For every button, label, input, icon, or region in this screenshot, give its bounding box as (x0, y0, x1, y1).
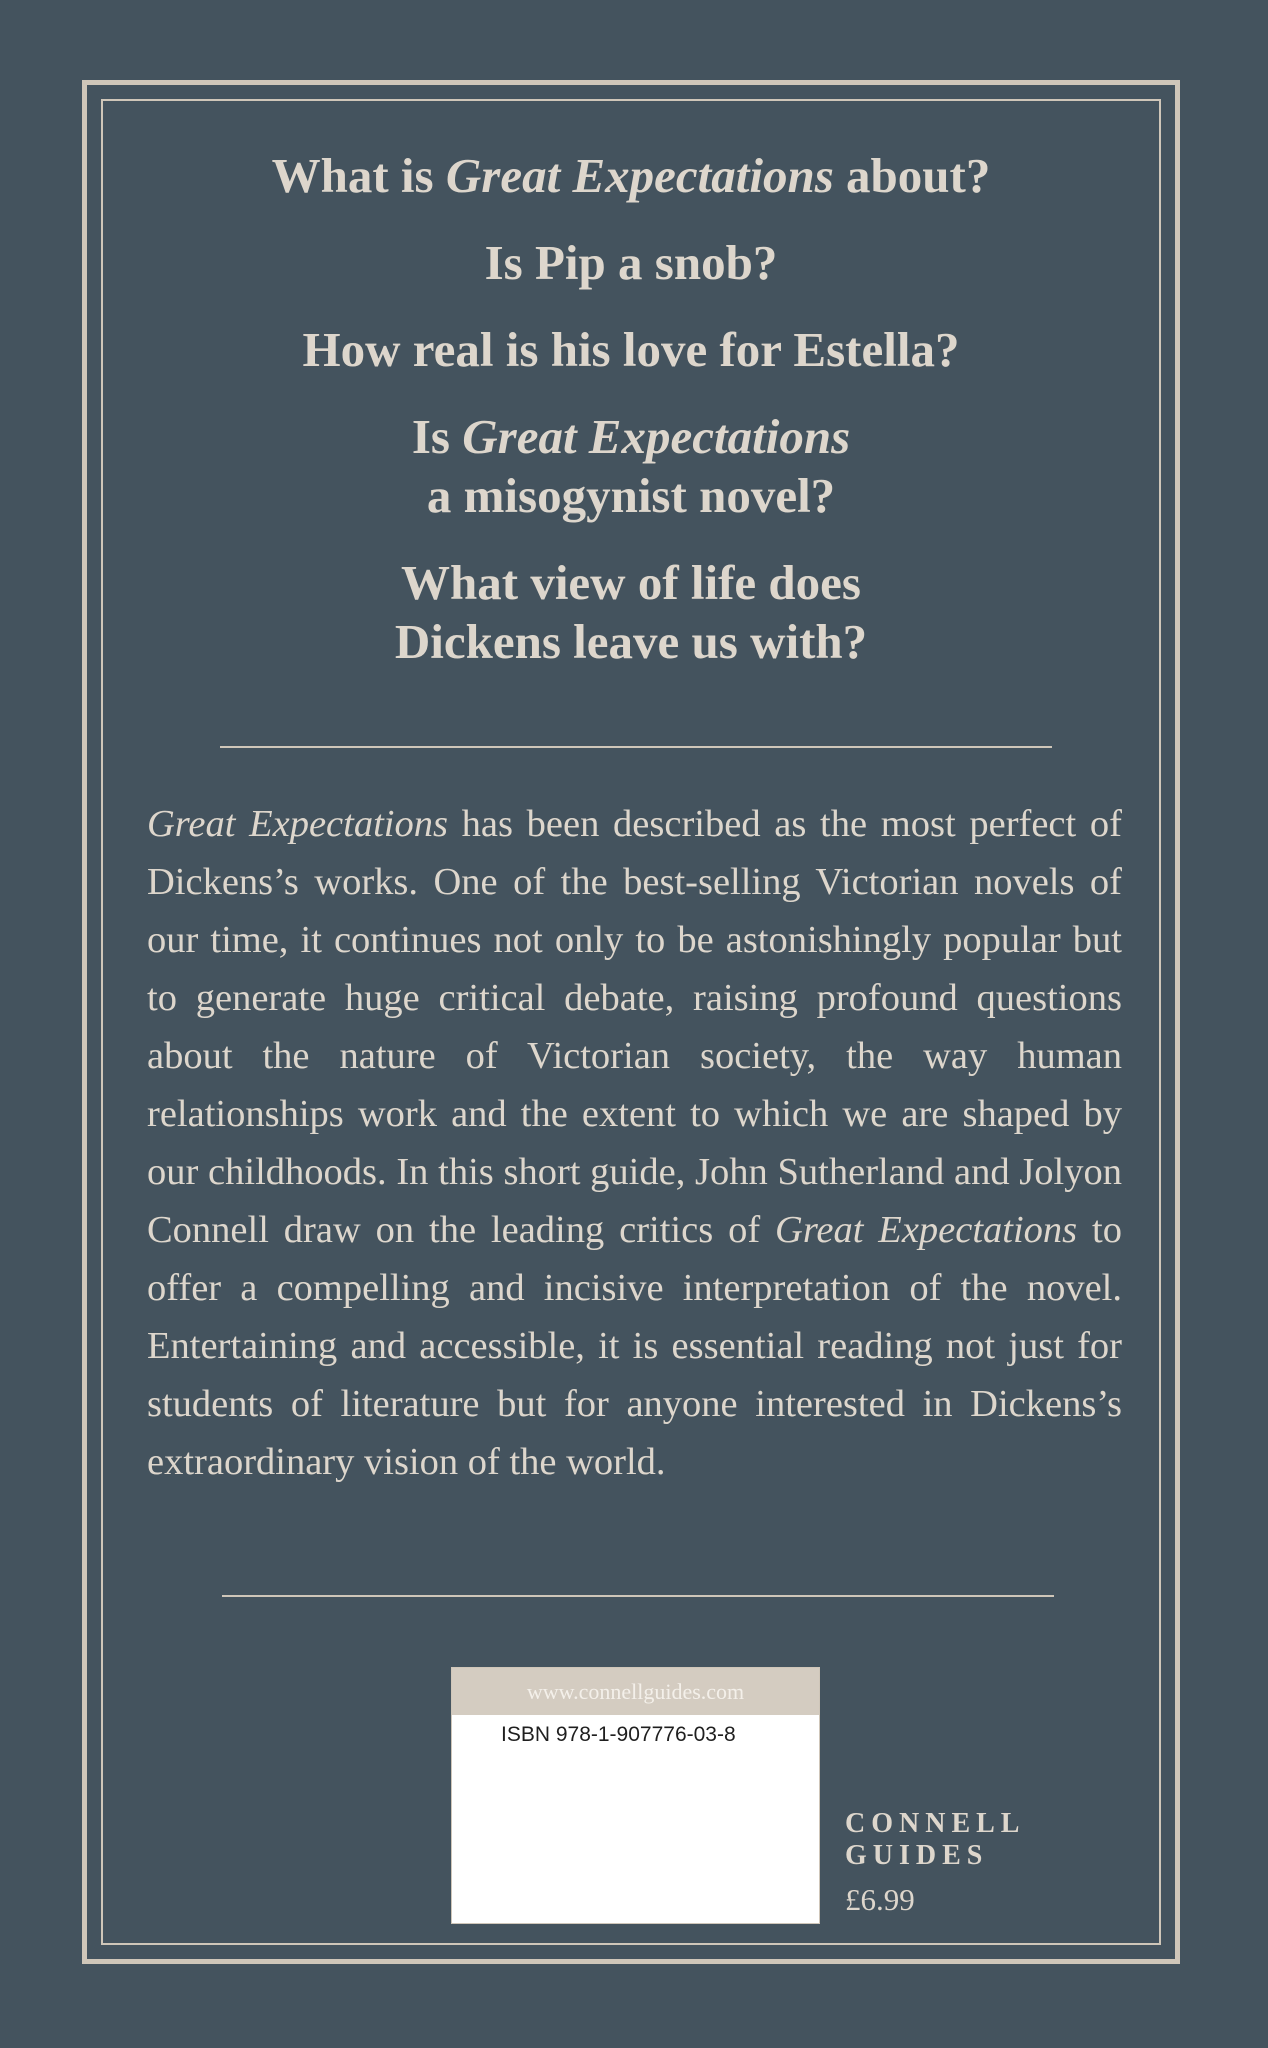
publisher-logo (845, 1808, 1025, 1872)
blurb-paragraph (147, 795, 1122, 1491)
question-4 (101, 407, 1161, 525)
publisher-line-1: CONNELL (845, 1808, 1026, 1839)
barcode-box (451, 1667, 820, 1924)
divider-top (220, 746, 1052, 748)
blurb-text-2: to offer a compelling and incisive interpretation of the novel. Entertaining and accessible, it is essential reading not just for students of literature but for anyone interested in Dickens’s extraordinary vision of the world. (147, 1209, 1122, 1483)
question-5 (101, 553, 1161, 671)
question-1-title: Great Expectations (445, 148, 834, 203)
question-1-post: about? (833, 148, 991, 203)
isbn-number: ISBN 978-1-907776-03-8 (501, 1723, 736, 1746)
question-4-pre: Is (411, 409, 463, 464)
price-label: £6.99 (845, 1882, 915, 1917)
blurb-title-1: Great Expectations (147, 803, 448, 845)
question-1-pre: What is (271, 148, 446, 203)
divider-bottom (222, 1595, 1054, 1597)
question-1 (101, 146, 1161, 205)
question-4-line2: a misogynist novel? (426, 468, 836, 523)
questions-block (101, 146, 1161, 699)
blurb-text-1: has been described as the most perfect of Dickens’s works. One of the best-selling Victorian novels of our time, it continues not only to be astonishingly popular but to generate huge critical debate, raising profound questions about the nature of Victorian society, the way human relationships work and the extent to which we are shaped by our childhoods. In this short guide, John Sutherland and Jolyon Connell draw on the leading critics of (147, 803, 1122, 1251)
question-2: Is Pip a snob? (484, 235, 778, 290)
question-3: How real is his love for Estella? (302, 322, 960, 377)
blurb-title-2: Great Expectations (775, 1209, 1078, 1251)
question-4-title: Great Expectations (462, 409, 851, 464)
question-5-line2: Dickens leave us with? (394, 614, 868, 669)
publisher-line-2: GUIDES (845, 1840, 989, 1871)
question-5-line1: What view of life does (401, 555, 861, 610)
website-url: www.connellguides.com (452, 1668, 819, 1715)
